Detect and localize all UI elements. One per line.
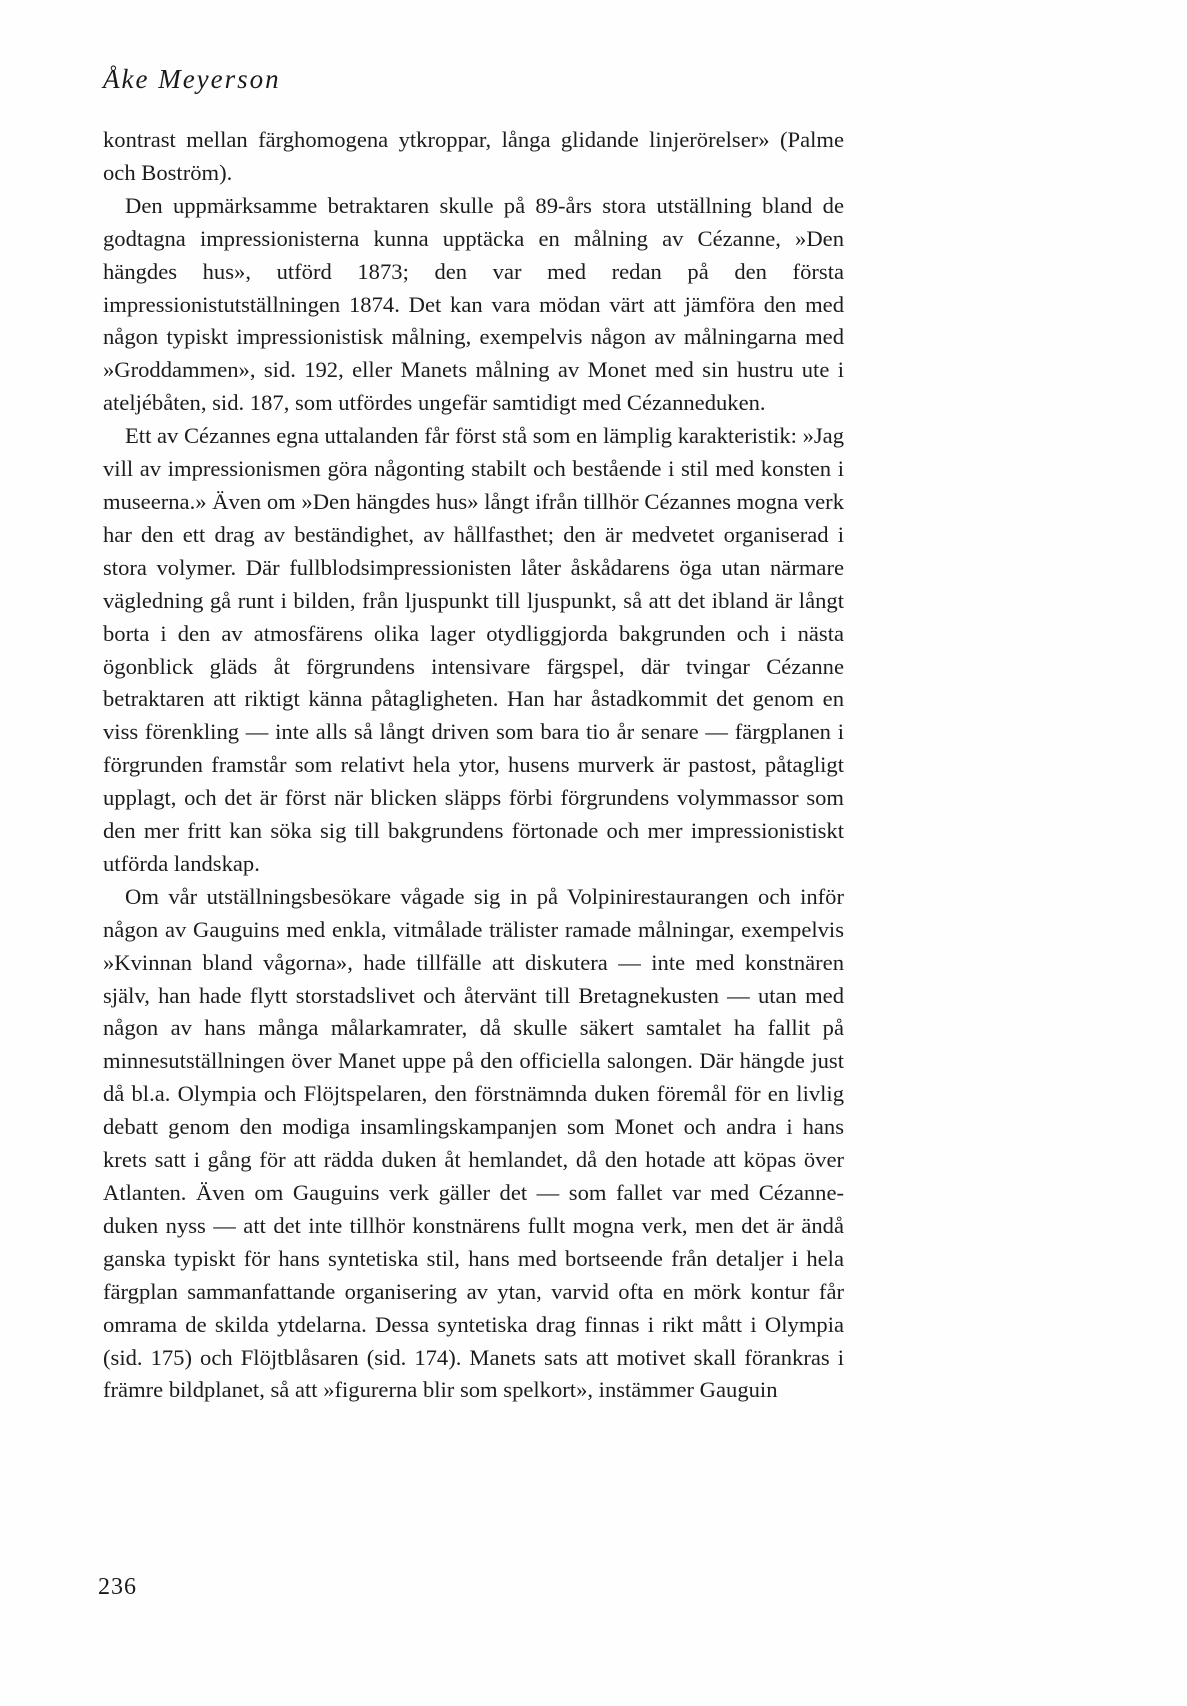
body-text <box>103 124 844 1407</box>
paragraph-1: kontrast mellan färghomogena ytkroppar, långa glidande linjerörelser» (Palme och Boström). <box>103 127 844 185</box>
running-head: Åke Meyerson <box>103 64 281 94</box>
paragraph-4: Om vår utställningsbesökare vågade sig in på Volpinirestaurangen och inför någon av Gauguins med enkla, vitmålade trälister ramade målningar, exempelvis »Kvinnan bland vågorna», hade tillfälle att diskutera — inte med konstnären själv, han hade flytt storstadslivet och återvänt till Bretagnekusten — utan med någon av hans många målarkamrater, då skulle säkert samtalet ha fallit på minnesutställningen över Manet uppe på den officiella salongen. Där hängde just då bl.a. Olympia och Flöjtspelaren, den förstnämnda duken föremål för en livlig debatt genom den modiga insamlingskampanjen som Monet och andra i hans krets satt i gång för att rädda duken åt hemlandet, då den hotade att köpas över Atlanten. Även om Gauguins verk gäller det — som fallet var med Cézanne-duken nyss — att det inte tillhör konstnärens fullt mogna verk, men det är ändå ganska typiskt för hans syntetiska stil, hans med bortseende från detaljer i hela färgplan sammanfattande organisering av ytan, varvid ofta en mörk kontur får omrama de skilda ytdelarna. Dessa syntetiska drag finnas i rikt mått i Olympia (sid. 175) och Flöjtblåsaren (sid. 174). Manets sats att motivet skall förankras i främre bildplanet, så att »figurerna blir som spelkort», instämmer Gauguin <box>103 883 844 1403</box>
paragraph-2: Den uppmärksamme betraktaren skulle på 89-års stora utställning bland de godtagna impressionisterna kunna upptäcka en målning av Cézanne, »Den hängdes hus», utförd 1873; den var med redan på den första impressionistutställningen 1874. Det kan vara mödan värt att jämföra den med någon typiskt impressionistisk målning, exempelvis någon av målningarna med »Groddammen», sid. 192, eller Manets målning av Monet med sin hustru ute i ateljébåten, sid. 187, som utfördes ungefär samtidigt med Cézanneduken. <box>103 192 844 416</box>
paragraph-3: Ett av Cézannes egna uttalanden får först stå som en lämplig karakteristik: »Jag vill av impressionismen göra någonting stabilt och bestående i stil med konsten i museerna.» Även om »Den hängdes hus» långt ifrån tillhör Cézannes mogna verk har den ett drag av beständighet, av hållfasthet; den är medvetet organiserad i stora volymer. Där fullblodsimpressionisten låter åskådarens öga utan närmare vägledning gå runt i bilden, från ljuspunkt till ljuspunkt, så att det ibland är långt borta i den av atmosfärens olika lager otydliggjorda bakgrunden och i nästa ögonblick gläds åt förgrundens intensivare färgspel, där tvingar Cézanne betraktaren att riktigt känna påtagligheten. Han har åstadkommit det genom en viss förenkling — inte alls så långt driven som bara tio år senare — färgplanen i förgrunden framstår som relativt hela ytor, husens murverk är pastost, påtagligt upplagt, och det är först när blicken släpps förbi förgrundens volymmassor som den mer fritt kan söka sig till bakgrundens förtonade och mer impressionistiskt utförda landskap. <box>103 423 845 876</box>
page-number: 236 <box>98 1574 137 1600</box>
